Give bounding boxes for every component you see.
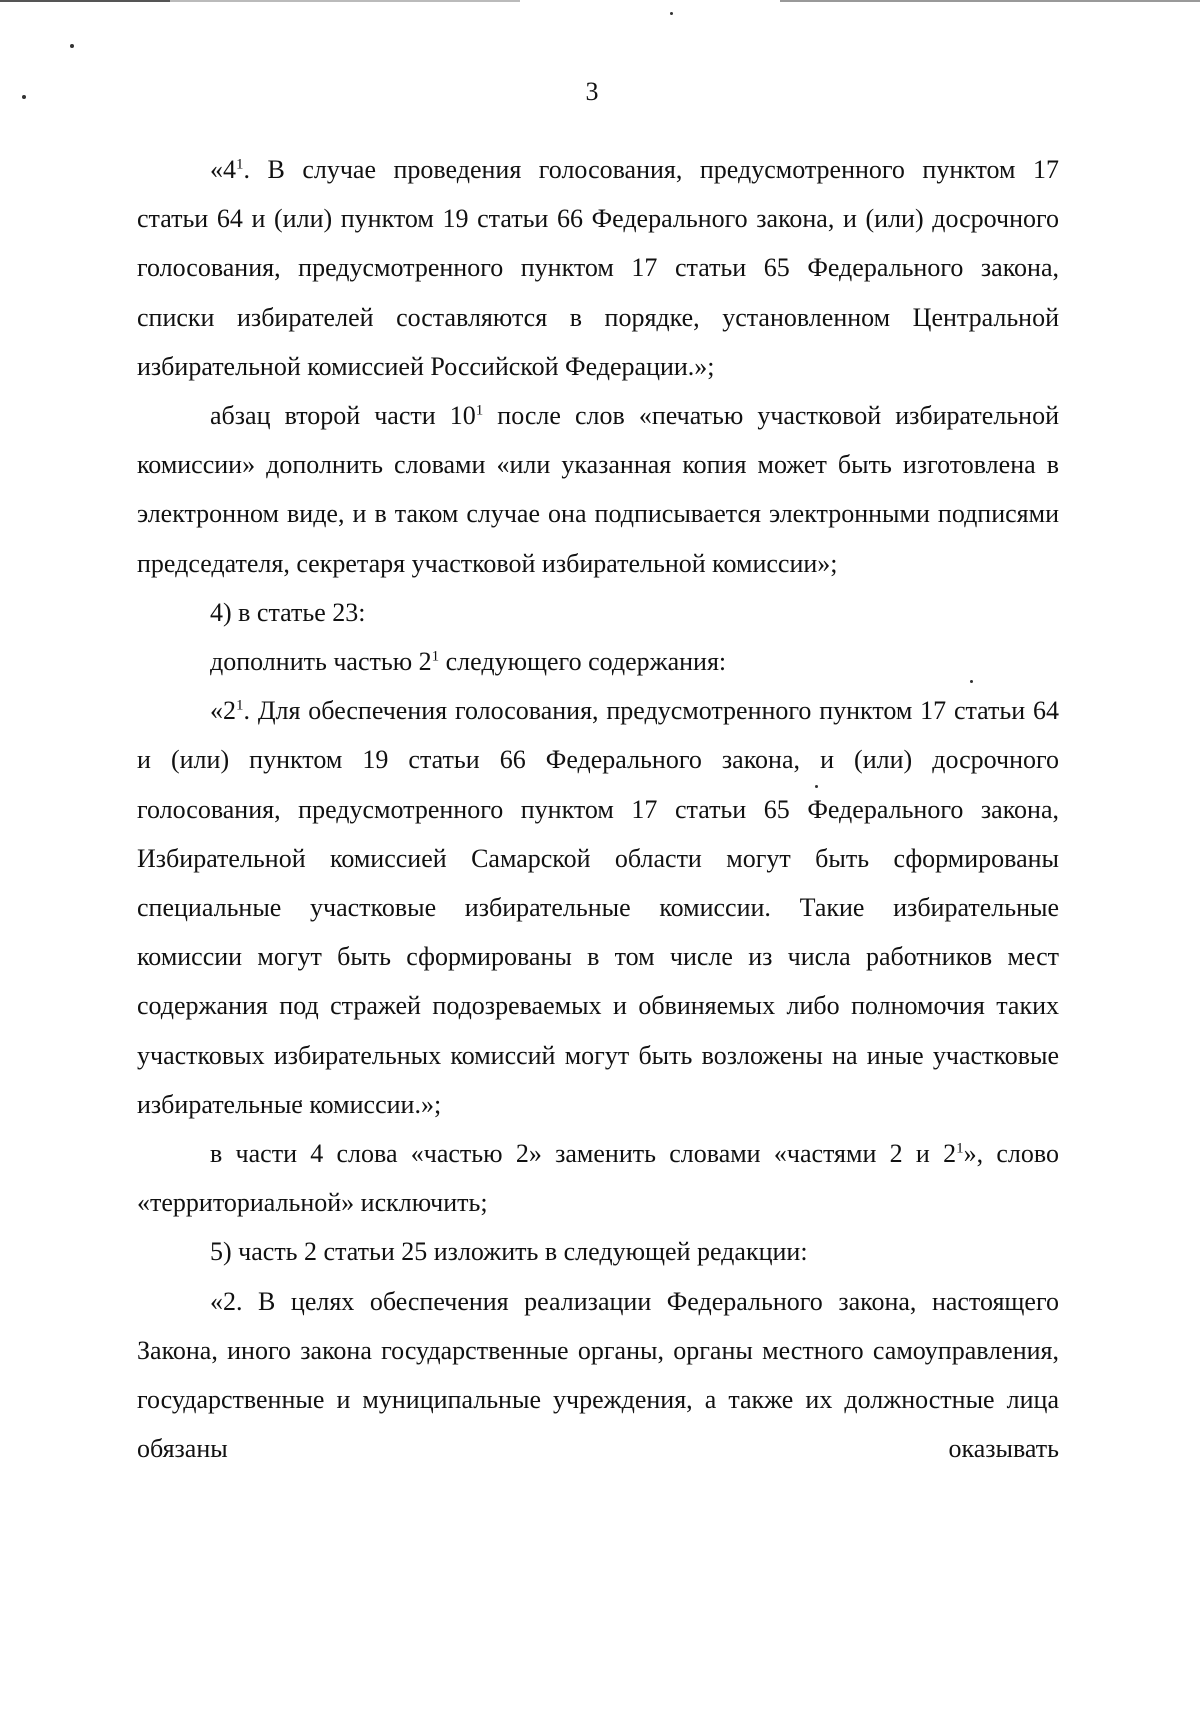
paragraph-4: дополнить частью $2^1$ следующего содержания: bbox=[210, 647, 727, 677]
paragraph-1: «$4^1$. В случае проведения голосования, предусмотренного пунктом 17 статьи 64 и (или) пунктом 19 статьи 66 Федерального закона, и (или) досрочного голосования, предусмотренного пунктом 17 статьи 65 Федерального закона, списки избирателей составляются в порядке, установленном Центральной избирательной комиссией Российской Федерации.»; bbox=[137, 155, 1059, 381]
paragraph-2: абзац второй части $10^1$ после слов «печатью участковой избирательной комиссии» дополнить словами «или указанная копия может быть изготовлена в электронном виде, и в таком случае она подписывается электронными подписями председателя, секретаря участковой избирательной комиссии»; bbox=[137, 401, 1059, 578]
scan-top-edge bbox=[0, 0, 1200, 2]
document-body bbox=[137, 145, 1059, 1473]
paragraph-5: «$2^1$. Для обеспечения голосования, предусмотренного пунктом 17 статьи 64 и (или) пунктом 19 статьи 66 Федерального закона, и (или) досрочного голосования, предусмотренного пунктом 17 статьи 65 Федерального закона, Избирательной комиссией Самарской области могут быть сформированы специальные участковые избирательные комиссии. Такие избирательные комиссии могут быть сформированы в том числе из числа работников мест содержания под стражей подозреваемых и обвиняемых либо полномочия таких участковых избирательных комиссий могут быть возложены на иные участковые избирательные комиссии.»; bbox=[137, 696, 1059, 1119]
scan-speck bbox=[670, 12, 673, 15]
paragraph-6: в части 4 слова «частью 2» заменить словами «частями 2 и $2^1$», слово «территориальной» исключить; bbox=[137, 1139, 1059, 1218]
paragraph-7: 5) часть 2 статьи 25 изложить в следующей редакции: bbox=[210, 1237, 808, 1267]
paragraph-3: 4) в статье 23: bbox=[210, 597, 366, 627]
page-number: 3 bbox=[585, 77, 599, 106]
scan-speck bbox=[70, 44, 74, 48]
paragraph-8: «2. В целях обеспечения реализации Федерального закона, настоящего Закона, иного закона государственные органы, органы местного самоуправления, государственные и муниципальные учреждения, а также их должностные лица обязаны оказывать bbox=[137, 1286, 1059, 1464]
